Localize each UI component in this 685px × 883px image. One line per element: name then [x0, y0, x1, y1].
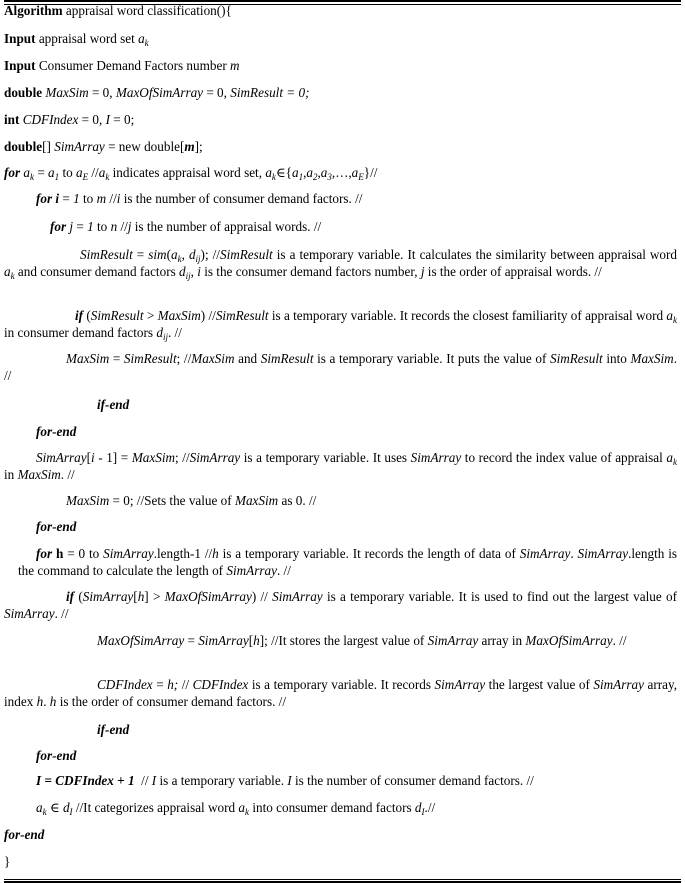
- for-end-4: for-end: [4, 827, 45, 842]
- for-j-loop: for j = 1 to n //j is the number of appraisal words. //: [50, 219, 322, 234]
- for-outer-loop: for $a_k = a_1$ to $a_E$ $//a_k$ indicates appraisal word set, $a_k\in\{a_1,a_2,a_3,\dots,a_E\}//$: [4, 165, 378, 182]
- if-end-2: if-end: [97, 722, 130, 737]
- i-assignment: I = CDFIndex + 1 // I is a temporary variable. I is the number of consumer demand factors. //: [36, 773, 534, 788]
- bottom-rule-thin: [4, 879, 681, 880]
- algorithm-box: [4, 0, 681, 883]
- input-demand-factors: Input Consumer Demand Factors number m: [4, 58, 240, 73]
- for-end-2: for-end: [36, 519, 77, 534]
- simarray-assignment: SimArray[i - 1] = MaxSim; //SimArray is a temporary variable. It uses SimArray to record the index value of appraisal $a_k$ in MaxSim. //: [4, 450, 677, 482]
- simresult-statement: SimResult = $sim(a_k$, $d_{ij}$); //SimResult is a temporary variable. It calculates the similarity between appraisal word $a_k$ and consumer demand factors $d_{ij}$, i is the consumer demand factors number, j is the order of appraisal words. //: [4, 247, 678, 281]
- maxsim-assignment: MaxSim = SimResult; //MaxSim and SimResult is a temporary variable. It puts the value of SimResult into MaxSim. //: [4, 351, 677, 383]
- for-end-1: for-end: [36, 424, 77, 439]
- categorize-statement: $a_k$ ∈ $d_I$ //It categorizes appraisal word $a_k$ into consumer demand factors $d_I.//$: [36, 800, 436, 817]
- decl-int: int CDFIndex = 0, I = 0;: [4, 112, 135, 127]
- decl-double: double MaxSim = 0, MaxOfSimArray = 0, SimResult = 0;: [4, 85, 310, 100]
- for-h-loop: for h = 0 to SimArray.length-1 //h is a temporary variable. It records the length of data of SimArray. SimArray.length is the command to calculate the length of SimArray. //: [18, 546, 677, 578]
- if-simresult-gt-maxsim: if (SimResult > MaxSim) //SimResult is a temporary variable. It records the closest familiarity of appraisal word $a_k$ in consumer demand factors $d_{ij}$. //: [4, 308, 677, 342]
- maxsim-reset: MaxSim = 0; //Sets the value of MaxSim as 0. //: [66, 493, 317, 508]
- closing-brace: }: [4, 854, 11, 869]
- maxofsimarray-assignment: MaxOfSimArray = SimArray[h]; //It stores the largest value of SimArray array in MaxOfSimArray. //: [97, 633, 627, 648]
- algorithm-keyword: Algorithm: [4, 3, 63, 18]
- for-end-3: for-end: [36, 748, 77, 763]
- algorithm-title: appraisal word classification(){: [62, 3, 232, 18]
- if-end-1: if-end: [97, 397, 130, 412]
- cdfindex-assignment: CDFIndex = h; // CDFIndex is a temporary variable. It records SimArray the largest value of SimArray array, index h. h is the order of consumer demand factors. //: [4, 677, 678, 709]
- decl-array: double[] SimArray = new double[m];: [4, 139, 203, 154]
- if-simarray-gt-max: if (SimArray[h] > MaxOfSimArray) // SimArray is a temporary variable. It is used to find out the largest value of SimArray. //: [4, 589, 677, 621]
- input-appraisal-set: Input appraisal word set $a_k$: [4, 31, 149, 48]
- for-i-loop: for i = 1 to m //i is the number of consumer demand factors. //: [36, 191, 363, 206]
- algorithm-header: [4, 2, 677, 19]
